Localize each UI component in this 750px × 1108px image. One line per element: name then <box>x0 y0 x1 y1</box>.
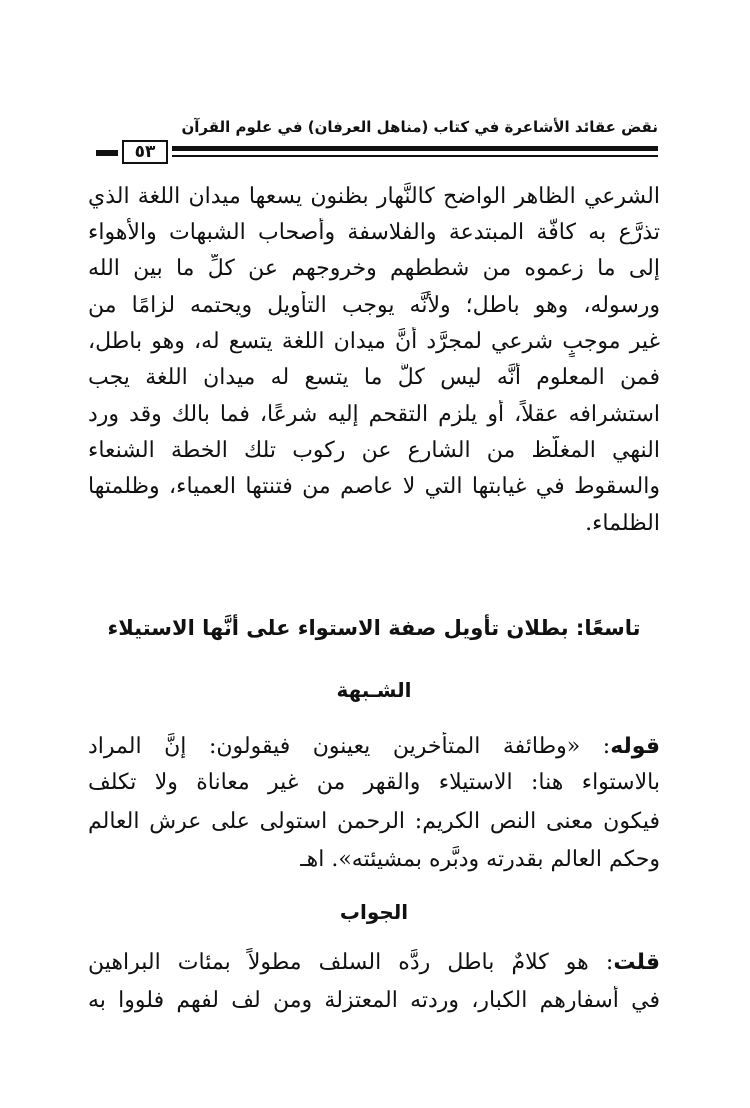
paragraph-line: فمن المعلوم أنَّه ليس كلَّ ما يتسع له ميدان اللغة يجب <box>88 365 660 390</box>
paragraph-line: ورسوله، وهو باطل؛ ولأنَّه يوجب التأويل ويحتمه لزامًا من <box>88 293 660 318</box>
paragraph-line: فيكون معنى النص الكريم: الرحمن استولى على عرش العالم <box>88 809 660 834</box>
paragraph-line <box>88 732 660 762</box>
running-title: نقض عقائد الأشاعرة في كتاب (مناهل العرفان) في علوم القرآن <box>181 118 658 136</box>
paragraph-line: الشرعي الظاهر الواضح كالنَّهار بظنون يسعها ميدان اللغة الذي <box>88 184 660 209</box>
section-heading: تاسعًا: بطلان تأويل صفة الاستواء على أنَّها الاستيلاء <box>107 616 641 640</box>
paragraph-line: والسقوط في غيابتها التي لا عاصم من فتنتها العمياء، وظلمتها <box>88 474 660 499</box>
paragraph-line: النهي المغلَّظ من الشارع عن ركوب تلك الخطة الشنعاء <box>88 438 660 463</box>
paragraph-line: الظلماء. <box>585 511 660 536</box>
header-rule-thick <box>172 146 658 151</box>
paragraph-line: في أسفارهم الكبار، وردته المعتزلة ومن لف لفهم فلووا به <box>88 988 660 1013</box>
page-number: ٥٣ <box>122 140 168 164</box>
paragraph-line: غير موجبٍ شرعي لمجرَّد أنَّ ميدان اللغة يتسع له، وهو باطل، <box>88 329 660 354</box>
paragraph-line <box>88 948 660 978</box>
paragraph-lead: قلت <box>613 950 660 975</box>
paragraph-lead: قوله <box>610 734 660 759</box>
paragraph-line: وحكم العالم بقدرته ودبَّره بمشيئته». اهـ <box>300 847 660 872</box>
page-number-rule <box>96 150 118 156</box>
paragraph-text: : «وطائفة المتأخرين يعينون فيقولون: إنَّ المراد <box>88 734 611 759</box>
header-rule-thin <box>172 155 658 157</box>
paragraph-line: استشرافه عقلاً، أو يلزم التقحم إليه شرعًا، فما بالك وقد ورد <box>88 402 660 427</box>
paragraph-line: إلى ما زعموه من شططهم وخروجهم عن كلِّ ما بين الله <box>88 256 660 281</box>
paragraph-line: بالاستواء هنا: الاستيلاء والقهر من غير معاناة ولا تكلف <box>88 770 660 795</box>
paragraph-text: : هو كلامٌ باطل ردَّه السلف مطولاً بمئات البراهين <box>88 950 614 975</box>
subheading-doubt: الشـبهة <box>336 678 412 702</box>
paragraph-line: تذرَّع به كافَّة المبتدعة والفلاسفة وأصحاب الشبهات والأهواء <box>88 220 660 245</box>
subheading-answer: الجواب <box>339 900 409 924</box>
